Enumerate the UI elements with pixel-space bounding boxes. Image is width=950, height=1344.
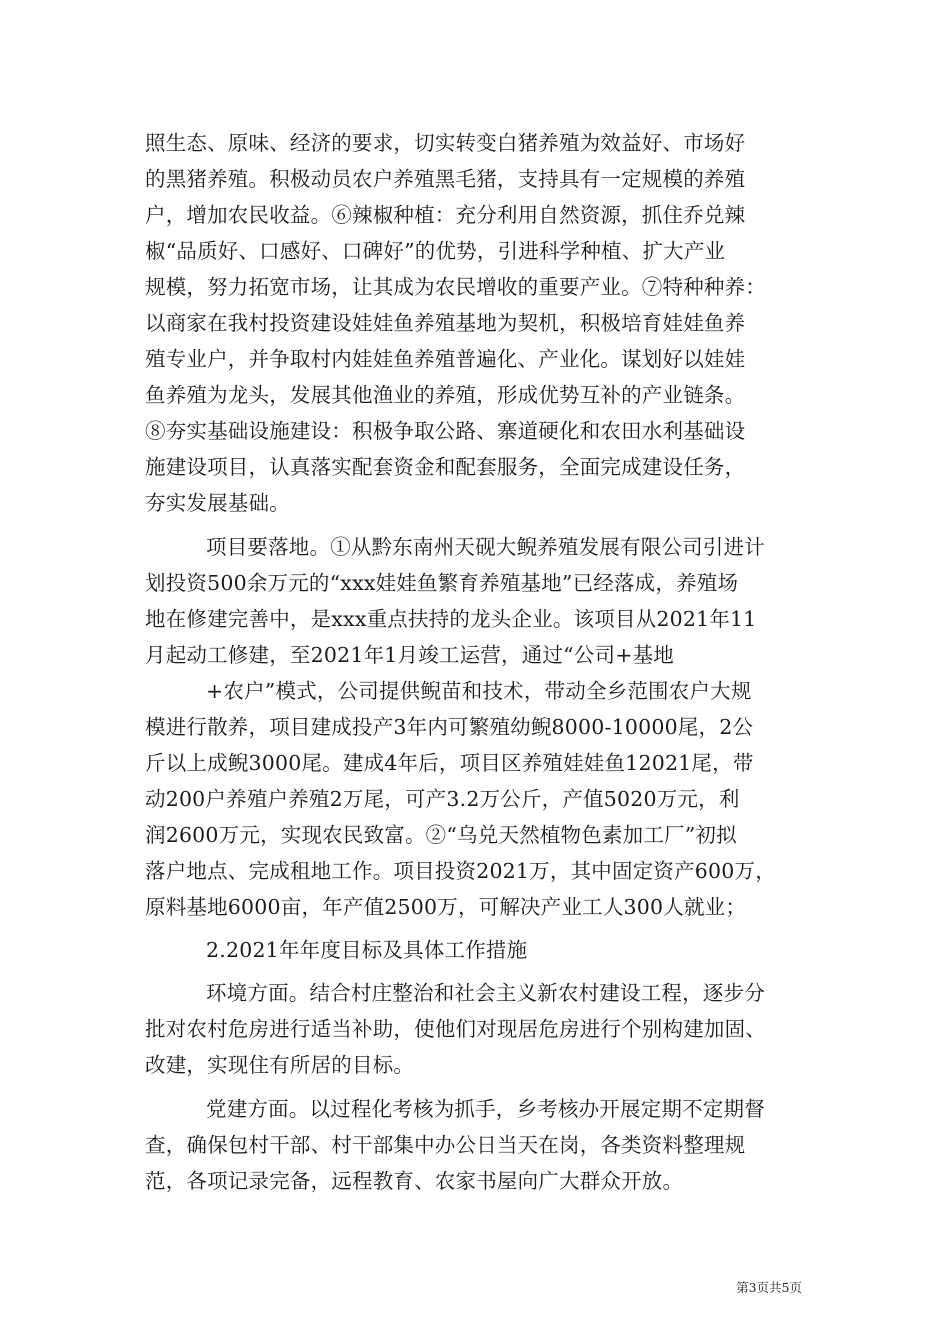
text-line: 斤以上成鲵3000尾。建成4年后，项目区养殖娃娃鱼12021尾，带 bbox=[145, 751, 754, 775]
text-line: 施建设项目，认真落实配套资金和配套服务，全面完成建设任务， bbox=[145, 455, 746, 479]
text-line: 地在修建完善中，是xxx重点扶持的龙头企业。该项目从2021年11 bbox=[145, 607, 757, 631]
text-line: 范，各项记录完备，远程教育、农家书屋向广大群众开放。 bbox=[145, 1169, 684, 1193]
text-line: +农户”模式，公司提供鲵苗和技术，带动全乡范围农户大规 bbox=[206, 679, 752, 703]
page-number: 第3页共5页 bbox=[736, 1280, 802, 1295]
text-line: 原料基地6000亩，年产值2500万，可解决产业工人300人就业； bbox=[145, 895, 747, 919]
text-line: 模进行散养，项目建成投产3年内可繁殖幼鲵8000-10000尾，2公 bbox=[145, 715, 754, 739]
text-line: 夯实发展基础。 bbox=[145, 491, 290, 515]
paragraph-start-line: 环境方面。结合村庄整治和社会主义新农村建设工程，逐步分 bbox=[206, 981, 765, 1005]
text-line: 规模，努力拓宽市场，让其成为农民增收的重要产业。⑦特种种养： bbox=[145, 275, 766, 299]
paragraph-start-line: 党建方面。以过程化考核为抓手，乡考核办开展定期不定期督 bbox=[206, 1097, 765, 1121]
text-line: ⑧夯实基础设施建设：积极争取公路、寨道硬化和农田水利基础设 bbox=[145, 419, 746, 443]
section-heading: 2.2021年年度目标及具体工作措施 bbox=[206, 938, 528, 962]
text-line: 划投资500余万元的“xxx娃娃鱼繁育养殖基地”已经落成，养殖场 bbox=[145, 571, 739, 595]
text-line: 以商家在我村投资建设娃娃鱼养殖基地为契机，积极培育娃娃鱼养 bbox=[145, 311, 746, 335]
text-line: 月起动工修建，至2021年1月竣工运营，通过“公司+基地 bbox=[145, 643, 674, 667]
text-line: 落户地点、完成租地工作。项目投资2021万，其中固定资产600万， bbox=[145, 859, 776, 883]
text-line: 动200户养殖户养殖2万尾，可产3.2万公斤，产值5020万元，利 bbox=[145, 787, 740, 811]
text-line: 批对农村危房进行适当补助，使他们对现居危房进行个别构建加固、 bbox=[145, 1017, 766, 1041]
text-line: 鱼养殖为龙头，发展其他渔业的养殖，形成优势互补的产业链条。 bbox=[145, 383, 746, 407]
text-line: 户，增加农民收益。⑥辣椒种植：充分利用自然资源，抓住乔兑辣 bbox=[145, 203, 746, 227]
text-line: 殖专业户，并争取村内娃娃鱼养殖普遍化、产业化。谋划好以娃娃 bbox=[145, 347, 746, 371]
text-line: 改建，实现住有所居的目标。 bbox=[145, 1053, 415, 1077]
text-line: 照生态、原味、经济的要求，切实转变白猪养殖为效益好、市场好 bbox=[145, 131, 746, 155]
text-line: 椒“品质好、口感好、口碑好”的优势，引进科学种植、扩大产业 bbox=[145, 239, 726, 263]
text-line: 的黑猪养殖。积极动员农户养殖黑毛猪，支持具有一定规模的养殖 bbox=[145, 167, 746, 191]
paragraph-start-line: 项目要落地。①从黔东南州天砚大鲵养殖发展有限公司引进计 bbox=[206, 535, 765, 559]
text-line: 查，确保包村干部、村干部集中办公日当天在岗，各类资料整理规 bbox=[145, 1133, 746, 1157]
text-line: 润2600万元，实现农民致富。②“乌兑天然植物色素加工厂”初拟 bbox=[145, 823, 737, 847]
